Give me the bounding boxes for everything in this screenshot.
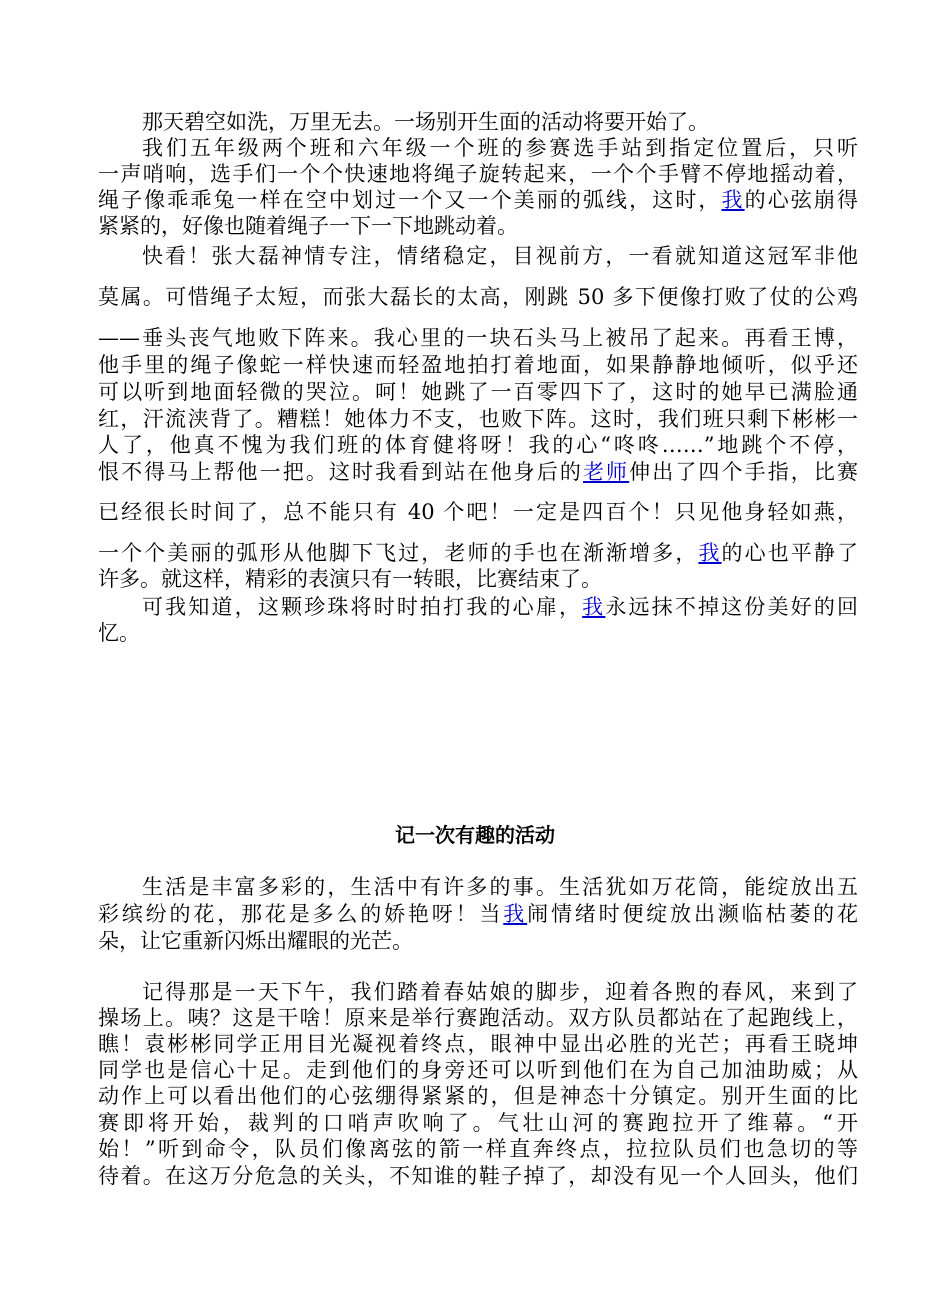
text-span: 彩缤纷的花，那花是多么的娇艳呀！当	[98, 902, 504, 926]
link-wo[interactable]: 我	[698, 541, 722, 565]
paragraph-line: 人了，他真不愧为我们班的体育健将呀！我的心“咚咚……”地跳个不停，	[98, 433, 858, 457]
paragraph-line: 朵，让它重新闪烁出耀眼的光芒。	[98, 929, 413, 953]
text-span: 恨不得马上帮他一把。这时我看到站在他身后的	[98, 460, 583, 484]
paragraph-line: 一声哨响，选手们一个个快速地将绳子旋转起来，一个个手臂不停地摇动着，	[98, 162, 858, 186]
paragraph-line: 那天碧空如洗，万里无去。一场别开生面的活动将要开始了。	[142, 110, 709, 134]
paragraph-line: 记得那是一天下午，我们踏着春姑娘的脚步，迎着各煦的春风，来到了	[142, 980, 858, 1004]
text-span: 的心也平静了	[721, 541, 858, 565]
paragraph-line: 赛即将开始，裁判的口哨声吹响了。气壮山河的赛跑拉开了维幕。“开	[98, 1111, 858, 1135]
section-title: 记一次有趣的活动	[395, 823, 555, 847]
paragraph-line	[98, 540, 858, 566]
text-span: 伸出了四个手指，比赛	[629, 460, 858, 484]
paragraph-line: 同学也是信心十足。走到他们的身旁还可以听到他们在为自己加油助威；从	[98, 1058, 858, 1082]
text-span: 闹情绪时便绽放出濒临枯萎的花	[527, 902, 859, 926]
paragraph-line	[142, 594, 858, 620]
paragraph-line: 我们五年级两个班和六年级一个班的参赛选手站到指定位置后，只听	[142, 136, 858, 160]
paragraph-line: 待着。在这万分危急的关头，不知谁的鞋子掉了，却没有见一个人回头，他们	[98, 1164, 858, 1188]
text-span: 绳子像乖乖兔一样在空中划过一个又一个美丽的弧线，这时，	[98, 188, 722, 212]
paragraph-line	[98, 459, 858, 485]
paragraph-line: 动作上可以看出他们的心弦绷得紧紧的，但是神态十分镇定。别开生面的比	[98, 1084, 858, 1108]
paragraph-line: 红，汗流浃背了。糟糕！她体力不支，也败下阵。这时，我们班只剩下彬彬一	[98, 407, 858, 431]
paragraph-line: 莫属。可惜绳子太短，而张大磊长的太高，刚跳 50 多下便像打败了仗的公鸡	[98, 285, 858, 309]
text-span: 永远抹不掉这份美好的回	[605, 595, 859, 619]
link-teacher[interactable]: 老师	[582, 460, 630, 484]
text-span: 可我知道，这颗珍珠将时时拍打我的心扉，	[142, 595, 583, 619]
paragraph-line: 始！”听到命令，队员们像离弦的箭一样直奔终点，拉拉队员们也急切的等	[98, 1137, 858, 1161]
paragraph-line: 已经很长时间了，总不能只有 40 个吧！一定是四百个！只见他身轻如燕，	[98, 500, 858, 524]
paragraph-line: 紧紧的，好像也随着绳子一下一下地跳动着。	[98, 214, 518, 238]
paragraph-line: 瞧！袁彬彬同学正用目光凝视着终点，眼神中显出必胜的光芒；再看王晓坤	[98, 1032, 858, 1056]
paragraph-line: 许多。就这样，精彩的表演只有一转眼，比赛结束了。	[98, 567, 602, 591]
paragraph-line: 他手里的绳子像蛇一样快速而轻盈地拍打着地面，如果静静地倾听，似乎还	[98, 353, 858, 377]
paragraph-line: 忆。	[98, 621, 140, 645]
link-wo[interactable]: 我	[503, 902, 528, 926]
text-span: 的心弦崩得	[744, 188, 858, 212]
paragraph-line	[98, 187, 858, 213]
paragraph-line: 生活是丰富多彩的，生活中有许多的事。生活犹如万花筒，能绽放出五	[142, 875, 858, 899]
paragraph-line: ——垂头丧气地败下阵来。我心里的一块石头马上被吊了起来。再看王博，	[98, 326, 858, 350]
link-wo[interactable]: 我	[721, 188, 745, 212]
paragraph-line: 可以听到地面轻微的哭泣。呵！她跳了一百零四下了，这时的她早已满脸通	[98, 380, 858, 404]
link-wo[interactable]: 我	[582, 595, 606, 619]
paragraph-line: 快看！张大磊神情专注，情绪稳定，目视前方，一看就知道这冠军非他	[142, 244, 858, 268]
paragraph-line: 操场上。咦？这是干啥！原来是举行赛跑活动。双方队员都站在了起跑线上，	[98, 1006, 858, 1030]
text-span: 一个个美丽的弧形从他脚下飞过，老师的手也在渐渐增多，	[98, 541, 699, 565]
paragraph-line	[98, 901, 858, 927]
